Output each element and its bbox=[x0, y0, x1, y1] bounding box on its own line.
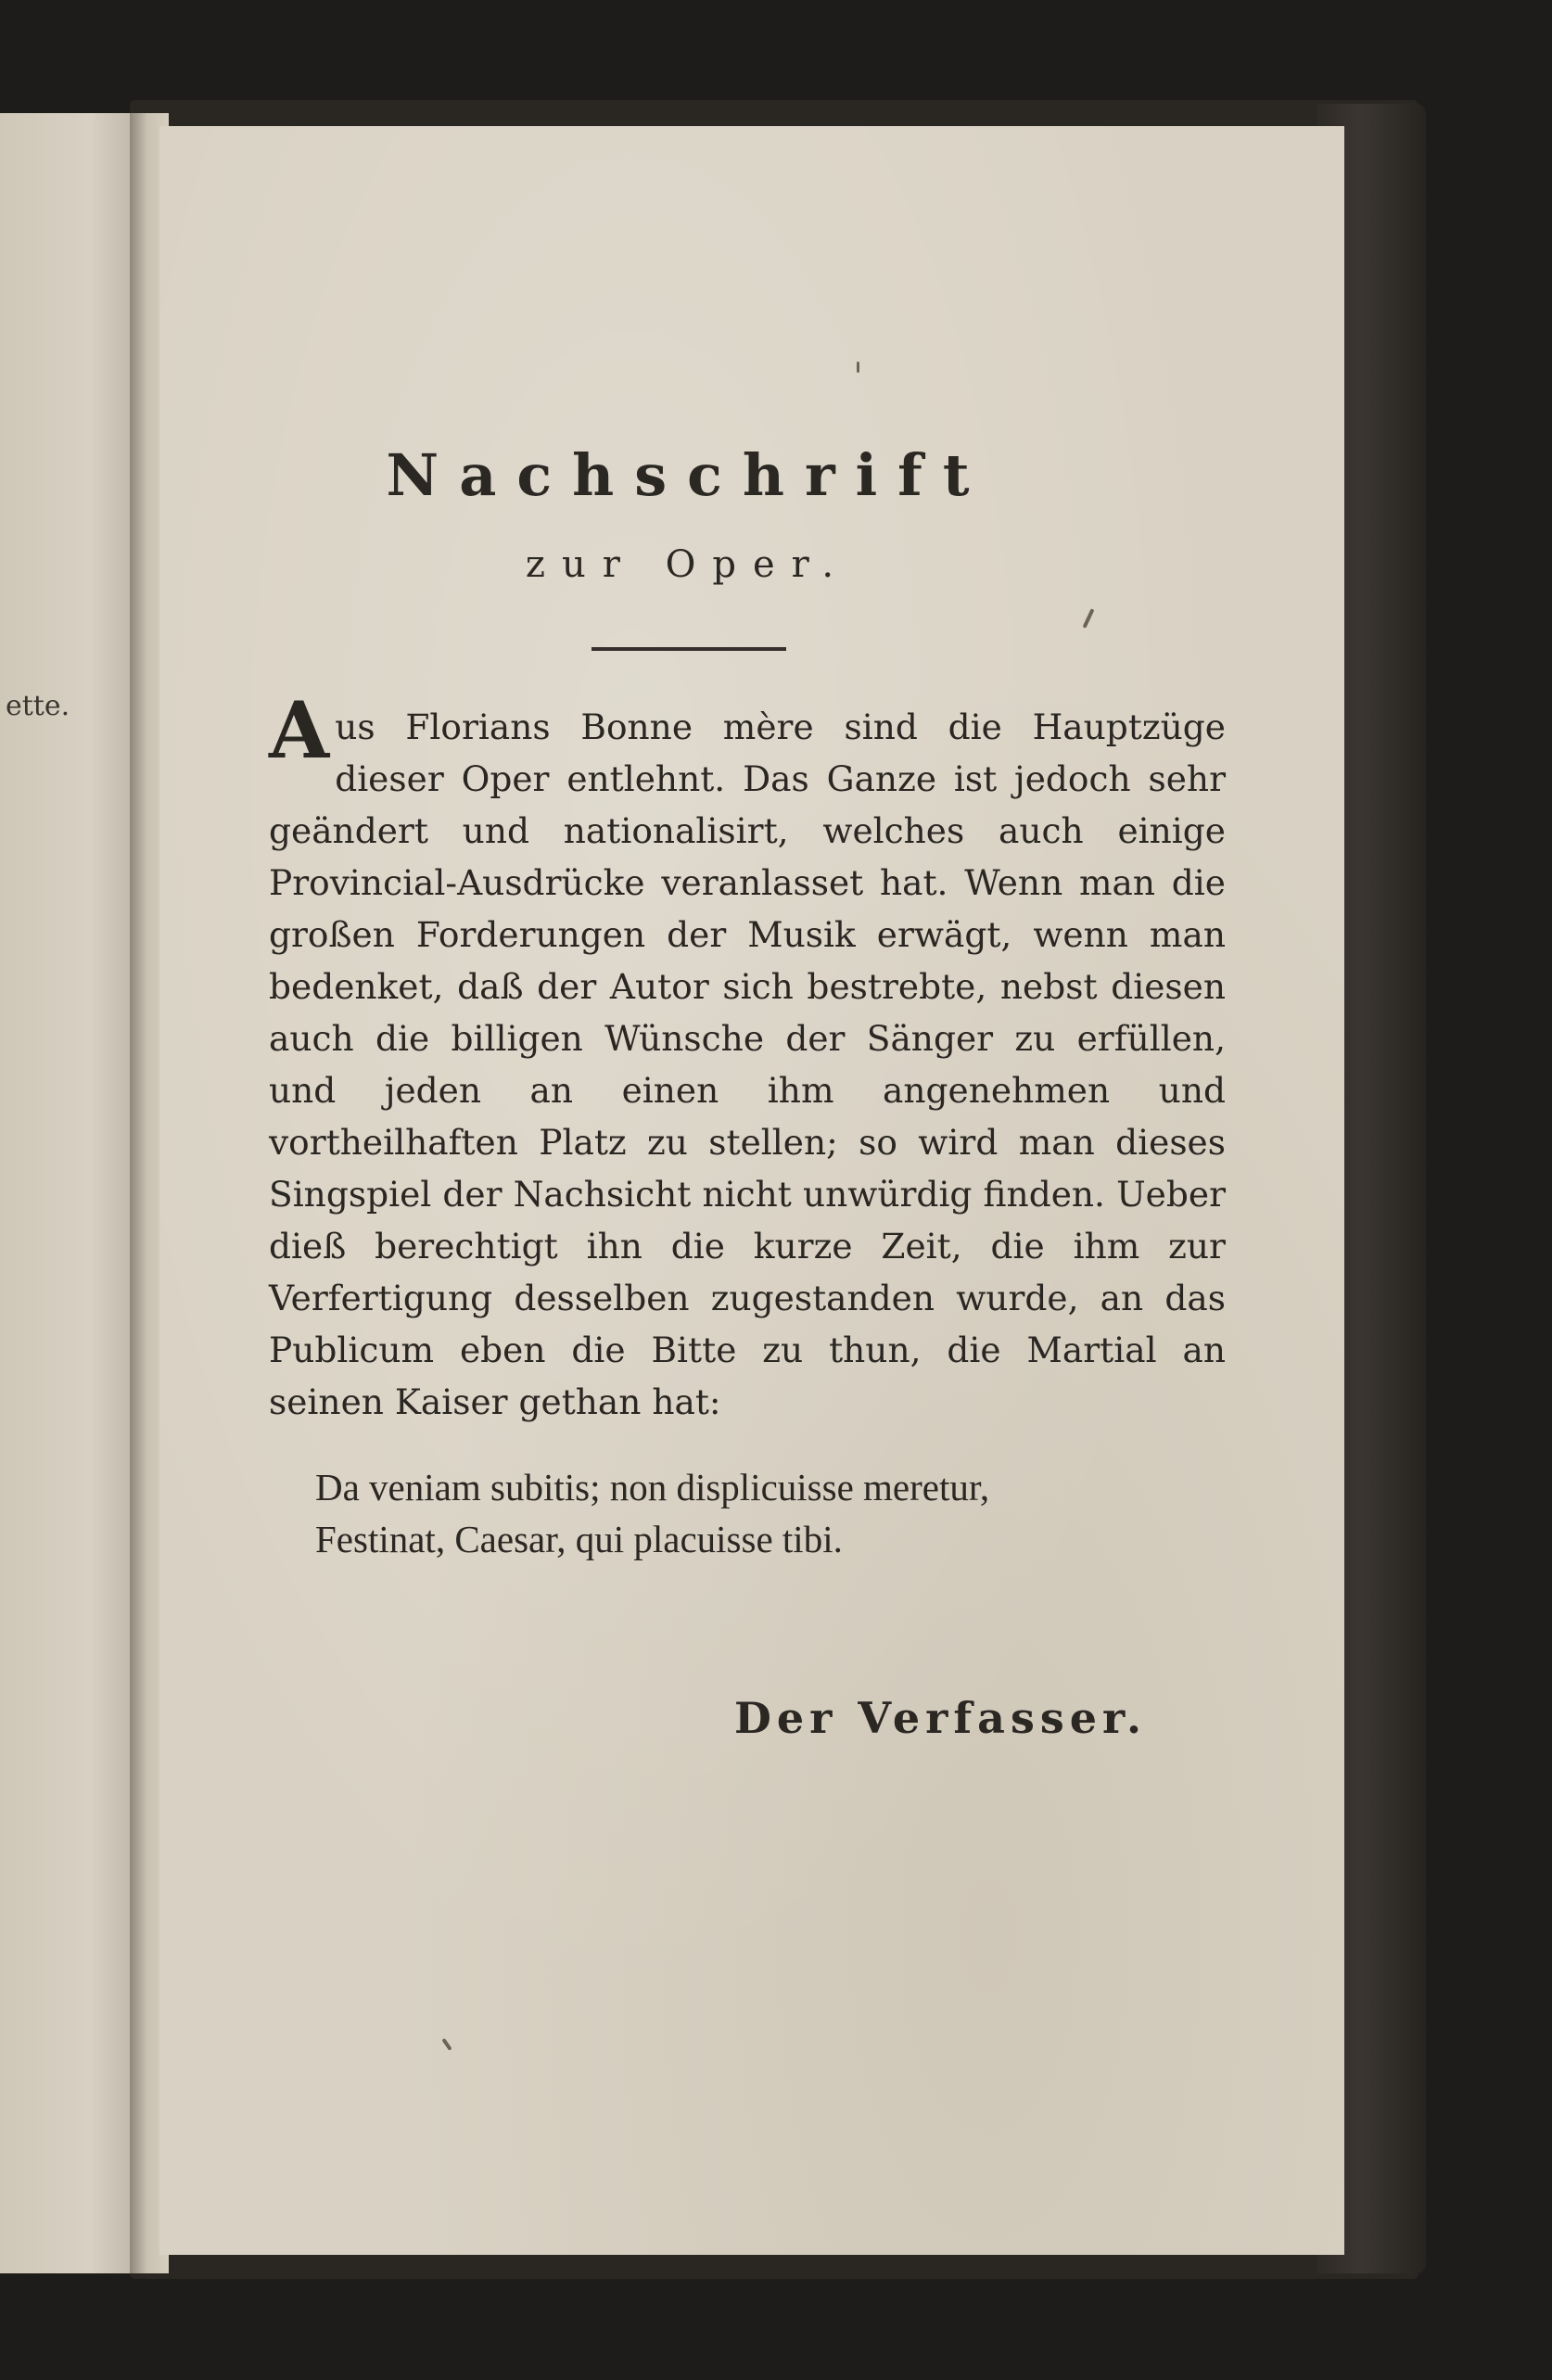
latin-quote bbox=[315, 1461, 1252, 1565]
left-page bbox=[0, 113, 150, 2273]
drop-cap: A bbox=[269, 684, 330, 776]
left-page-text-fragment: ette. bbox=[6, 690, 70, 722]
paper-speck bbox=[1083, 608, 1095, 629]
right-page bbox=[159, 126, 1344, 2255]
paper-speck bbox=[441, 2038, 452, 2051]
body-paragraph bbox=[269, 684, 1226, 1428]
quote-line-1: Da veniam subitis; non displicuisse meretur, bbox=[315, 1466, 990, 1508]
body-text: us Florians Bonne mère sind die Hauptzüge dieser Oper entlehnt. Das Ganze ist jedoch sehr geändert und nationalisirt, welches auch einige Provincial-Ausdrücke veranlasset hat. Wenn man die großen Forderungen der Musik erwägt, wenn man bedenket, daß der Autor sich bestrebte, nebst diesen auch die billigen Wünsche der Sänger zu erfüllen, und jeden an einen ihm angenehmen und vortheilhaften Platz zu stellen; so wird man dieses Singspiel der Nachsicht nicht unwürdig finden. Ueber dieß berechtigt ihn die kurze Zeit, die ihm zur Verfertigung desselben zugestanden wurde, an das Publicum eben die Bitte zu thun, die Martial an seinen Kaiser gethan hat: bbox=[269, 706, 1226, 1422]
paper-speck bbox=[857, 362, 859, 373]
quote-line-2: Festinat, Caesar, qui placuisse tibi. bbox=[315, 1518, 843, 1560]
title-divider bbox=[592, 647, 786, 651]
signature: Der Verfasser. bbox=[734, 1693, 1148, 1743]
page-title: Nachschrift bbox=[386, 441, 990, 509]
page-subtitle: zur Oper. bbox=[525, 543, 851, 586]
